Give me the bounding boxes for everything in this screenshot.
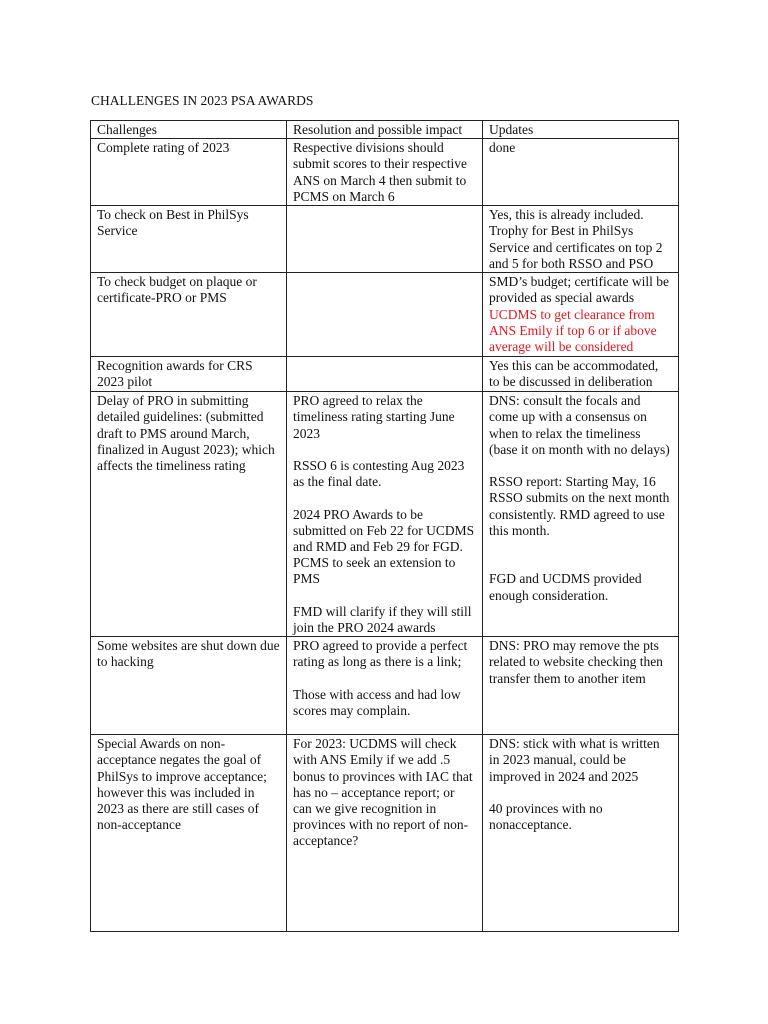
resolution-cell bbox=[287, 637, 483, 735]
updates-cell bbox=[483, 139, 679, 206]
table-row bbox=[91, 357, 679, 392]
cell-paragraph: DNS: PRO may remove the pts related to website checking then transfer them to another item bbox=[489, 638, 663, 686]
cell-paragraph: Delay of PRO in submitting detailed guidelines: (submitted draft to PMS around March, finalized in August 2023); which affects the timeliness rating bbox=[97, 393, 275, 474]
resolution-cell bbox=[287, 206, 483, 273]
table-row bbox=[91, 392, 679, 637]
cell-paragraph: For 2023: UCDMS will check with ANS Emily if we add .5 bonus to provinces with IAC that has no – acceptance report; or can we give recognition in provinces with no report of non-acceptance? bbox=[293, 736, 473, 849]
table-row bbox=[91, 637, 679, 735]
resolution-cell bbox=[287, 139, 483, 206]
updates-cell bbox=[483, 273, 679, 357]
updates-text: SMD’s budget; certificate will be provided as special awards bbox=[489, 274, 669, 306]
cell-paragraph: Yes this can be accommodated, to be discussed in deliberation bbox=[489, 358, 659, 390]
cell-paragraph: To check budget on plaque or certificate-PRO or PMS bbox=[97, 274, 257, 306]
resolution-cell bbox=[287, 735, 483, 932]
header-updates: Updates bbox=[483, 121, 679, 139]
cell-paragraph: Recognition awards for CRS 2023 pilot bbox=[97, 358, 253, 390]
updates-cell bbox=[483, 637, 679, 735]
header-challenges: Challenges bbox=[91, 121, 287, 139]
challenge-cell bbox=[91, 139, 287, 206]
cell-paragraph: RSSO 6 is contesting Aug 2023 as the final date. bbox=[293, 458, 465, 490]
updates-cell bbox=[483, 392, 679, 637]
challenge-cell bbox=[91, 206, 287, 273]
cell-paragraph: Those with access and had low scores may complain. bbox=[293, 686, 461, 718]
table-row bbox=[91, 735, 679, 932]
resolution-cell bbox=[287, 273, 483, 357]
challenges-table bbox=[90, 120, 679, 932]
challenge-cell bbox=[91, 273, 287, 357]
updates-cell bbox=[483, 206, 679, 273]
updates-cell bbox=[483, 357, 679, 392]
cell-paragraph: DNS: stick with what is written in 2023 manual, could be improved in 2024 and 2025 bbox=[489, 736, 660, 784]
cell-paragraph: Some websites are shut down due to hacking bbox=[97, 638, 280, 670]
cell-paragraph: done bbox=[489, 140, 516, 156]
cell-paragraph: Special Awards on non-acceptance negates the goal of PhilSys to improve acceptance; however this was included in 2023 as there are still cases of non-acceptance bbox=[97, 736, 267, 833]
resolution-cell bbox=[287, 392, 483, 637]
cell-paragraph bbox=[489, 274, 672, 355]
table-row bbox=[91, 273, 679, 357]
challenge-cell bbox=[91, 357, 287, 392]
cell-paragraph: FGD and UCDMS provided enough consideration. bbox=[489, 571, 642, 603]
cell-paragraph: DNS: consult the focals and come up with a consensus on when to relax the timeliness (base it on month with no delays) bbox=[489, 393, 670, 457]
table-header-row bbox=[91, 121, 679, 139]
cell-paragraph: Complete rating of 2023 bbox=[97, 140, 230, 156]
cell-paragraph: PRO agreed to provide a perfect rating as long as there is a link; bbox=[293, 638, 468, 670]
challenge-cell bbox=[91, 637, 287, 735]
cell-paragraph: To check on Best in PhilSys Service bbox=[97, 207, 249, 239]
challenge-cell bbox=[91, 392, 287, 637]
highlighted-note: UCDMS to get clearance from ANS Emily if top 6 or if above average will be considered bbox=[489, 306, 657, 355]
cell-paragraph: Yes, this is already included. Trophy for Best in PhilSys Service and certificates on top 2 and 5 for both RSSO and PSO bbox=[489, 207, 663, 271]
cell-paragraph: FMD will clarify if they will still join the PRO 2024 awards bbox=[293, 603, 472, 635]
cell-paragraph: PRO agreed to relax the timeliness rating starting June 2023 bbox=[293, 393, 455, 441]
cell-paragraph: RSSO report: Starting May, 16 RSSO submits on the next month consistently. RMD agreed to use this month. bbox=[489, 474, 670, 538]
cell-paragraph: 2024 PRO Awards to be submitted on Feb 22 for UCDMS and RMD and Feb 29 for FGD. PCMS to seek an extension to PMS bbox=[293, 506, 475, 587]
cell-paragraph: 40 provinces with no nonacceptance. bbox=[489, 801, 603, 833]
challenge-cell bbox=[91, 735, 287, 932]
table-row bbox=[91, 139, 679, 206]
updates-cell bbox=[483, 735, 679, 932]
header-resolution: Resolution and possible impact bbox=[287, 121, 483, 139]
page-title: CHALLENGES IN 2023 PSA AWARDS bbox=[91, 93, 314, 108]
table-row bbox=[91, 206, 679, 273]
cell-paragraph: Respective divisions should submit scores to their respective ANS on March 4 then submit to PCMS on March 6 bbox=[293, 140, 467, 204]
resolution-cell bbox=[287, 357, 483, 392]
